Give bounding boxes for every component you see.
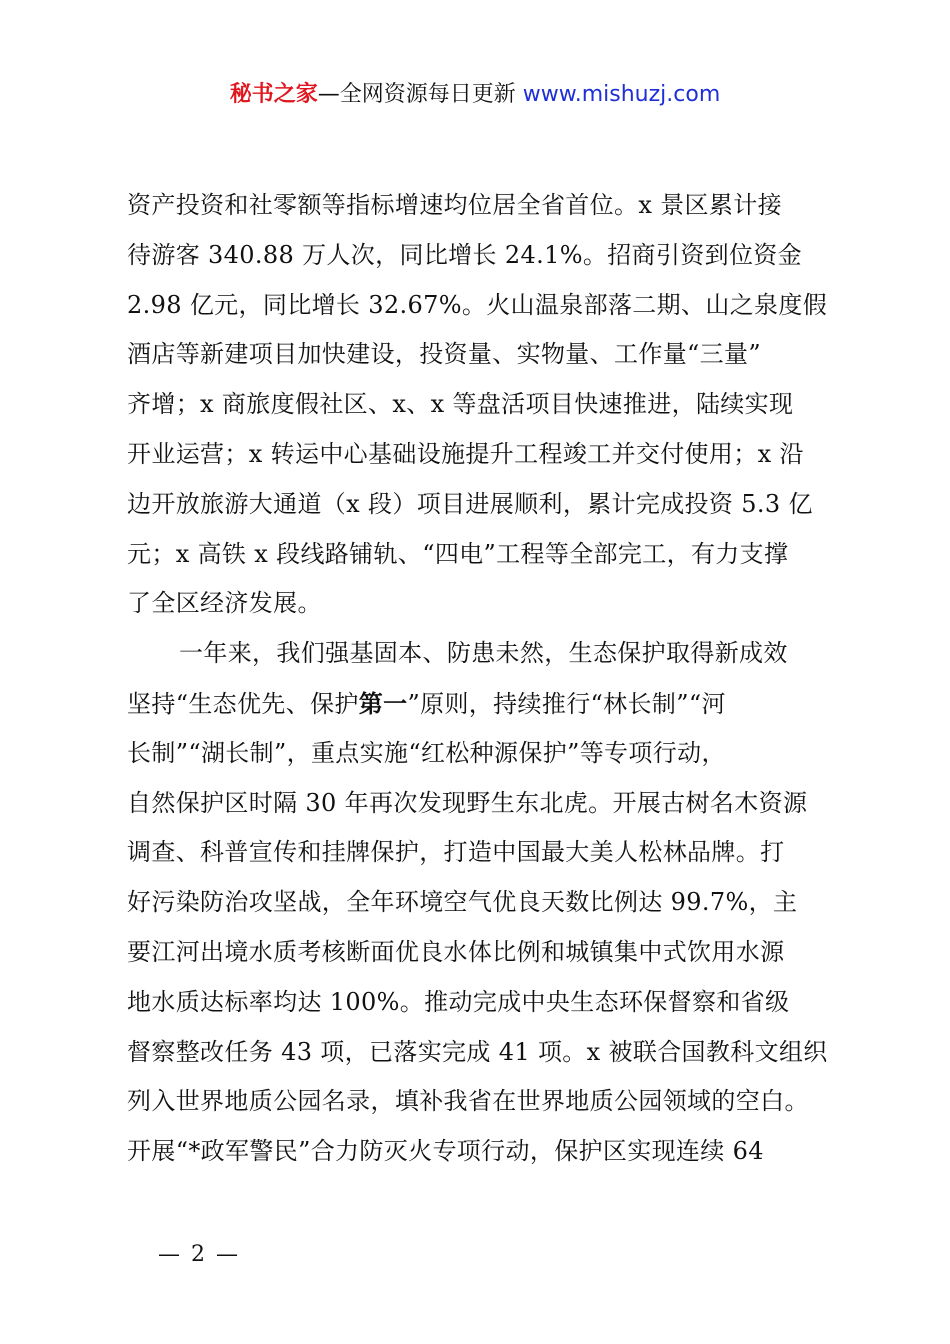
text-line: 调查、科普宣传和挂牌保护，打造中国最大美人松林品牌。打 bbox=[127, 838, 785, 867]
text-line: 开展“*政军警民”合力防灭火专项行动，保护区实现连续 64 bbox=[127, 1137, 764, 1166]
page-number: — 2 — bbox=[158, 1242, 240, 1267]
text-line: 酒店等新建项目加快建设，投资量、实物量、工作量“三量” bbox=[127, 340, 761, 369]
header-tagline: —全网资源每日更新 bbox=[317, 82, 516, 107]
bold-text-segment: 第一 bbox=[358, 688, 408, 718]
text-line: 元；x 高铁 x 段线路铺轨、“四电”工程等全部完工，有力支撑 bbox=[127, 539, 789, 568]
text-line: 要江河出境水质考核断面优良水体比例和城镇集中式饮用水源 bbox=[127, 937, 785, 966]
text-line: 好污染防治攻坚战，全年环境空气优良天数比例达 99.7%，主 bbox=[127, 888, 798, 917]
text-line: 列入世界地质公园名录，填补我省在世界地质公园领域的空白。 bbox=[127, 1087, 809, 1116]
text-line: 了全区经济发展。 bbox=[127, 589, 322, 618]
site-header bbox=[0, 80, 950, 110]
paragraph-start-line: 一年来，我们强基固本、防患未然，生态保护取得新成效 bbox=[179, 639, 788, 668]
text-line: 资产投资和社零额等指标增速均位居全省首位。x 景区累计接 bbox=[127, 191, 782, 219]
text-line-with-bold bbox=[127, 679, 847, 729]
text-line: 齐增；x 商旅度假社区、x、x 等盘活项目快速推进，陆续实现 bbox=[127, 390, 794, 419]
text-line: 2.98 亿元，同比增长 32.67%。火山温泉部落二期、山之泉度假 bbox=[127, 290, 828, 319]
brand-name: 秘书之家 bbox=[229, 82, 318, 107]
text-line: 长制”“湖长制”，重点实施“红松种源保护”等专项行动， bbox=[127, 738, 726, 767]
text-line: 开业运营；x 转运中心基础设施提升工程竣工并交付使用；x 沿 bbox=[127, 439, 804, 468]
text-line: 地水质达标率均达 100%。推动完成中央生态环保督察和省级 bbox=[127, 987, 790, 1016]
text-line: 待游客 340.88 万人次，同比增长 24.1%。招商引资到位资金 bbox=[127, 240, 803, 269]
text-line: 边开放旅游大通道（x 段）项目进展顺利，累计完成投资 5.3 亿 bbox=[127, 489, 813, 518]
header-url-link[interactable]: www.mishuzj.com bbox=[522, 82, 721, 107]
document-body bbox=[127, 181, 847, 1177]
text-segment: 坚持“生态优先、保护 bbox=[127, 689, 359, 718]
text-line: 自然保护区时隔 30 年再次发现野生东北虎。开展古树名木资源 bbox=[127, 788, 808, 817]
text-line: 督察整改任务 43 项，已落实完成 41 项。x 被联合国教科文组织 bbox=[127, 1037, 828, 1066]
text-segment: ”原则，持续推行“林长制”“河 bbox=[407, 689, 726, 718]
